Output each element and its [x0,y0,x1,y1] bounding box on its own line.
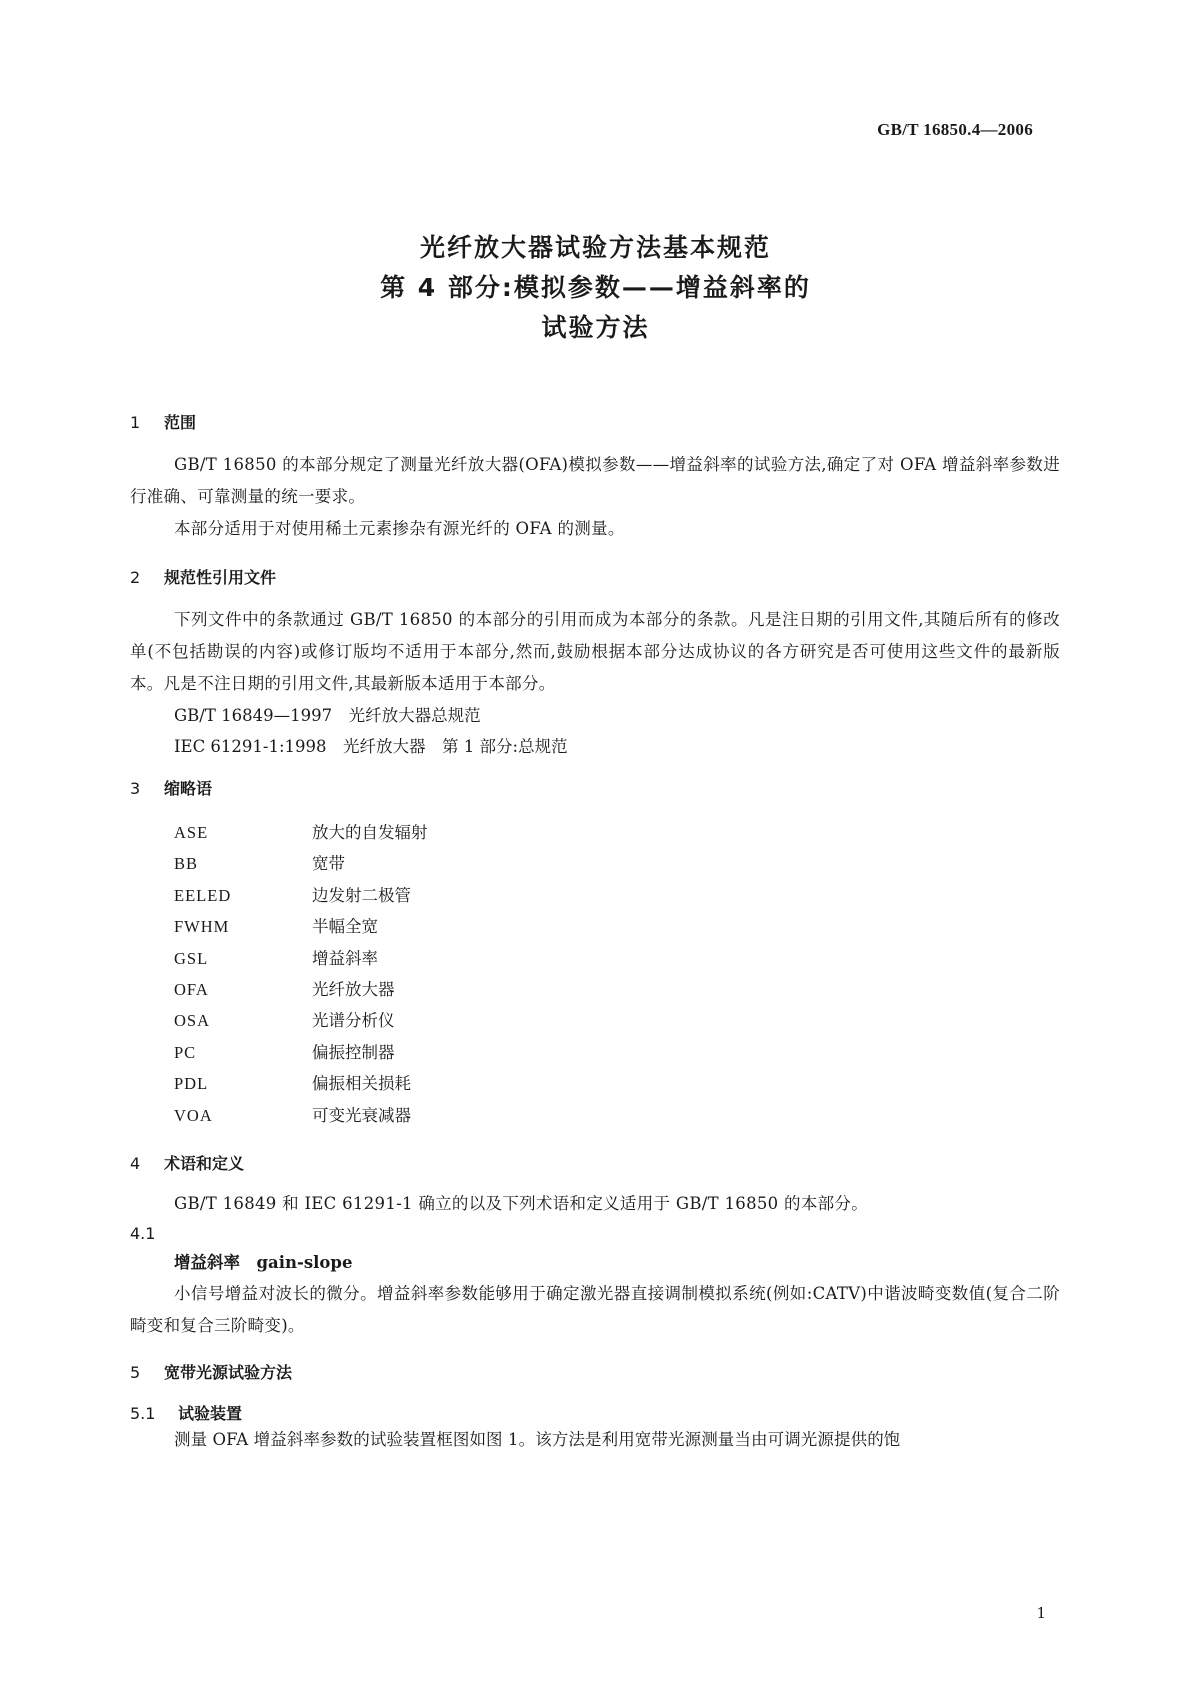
abbreviation: PDL [174,1074,209,1094]
section-4-heading [130,1151,1060,1174]
abbreviation: PC [174,1042,197,1062]
abbreviation-meaning: 放大的自发辐射 [312,823,428,842]
abbreviation-meaning: 宽带 [312,854,345,874]
section-2-heading [130,565,1060,588]
section-2-paragraph: 下列文件中的条款通过 GB/T 16850 的本部分的引用而成为本部分的条款。凡是注日期的引用文件,其随后所有的修改单(不包括勘误的内容)或修订版均不适用于本部分,然而,鼓励根据本部分达成协议的各方研究是否可使用这些文件的最新版本。凡是不注日期的引用文件,其最新版本适用于本部分。 [130,610,1060,693]
abbreviation-row [174,817,428,848]
section-number: 2 [130,568,141,587]
subsection-4-1-number: 4.1 [130,1224,156,1244]
abbreviation-meaning: 光谱分析仪 [312,1011,395,1031]
abbreviation-row [174,943,428,974]
document-body [130,410,1060,1456]
abbreviation: GSL [174,948,209,968]
section-number: 4 [130,1154,141,1174]
section-5-heading [130,1360,1060,1383]
subsection-5-1-heading [130,1401,1060,1424]
abbreviation-meaning: 增益斜率 [312,948,378,968]
title-line-3: 试验方法 [541,313,650,342]
section-title: 规范性引用文件 [164,568,277,587]
section-4-paragraph: GB/T 16849 和 IEC 61291-1 确立的以及下列术语和定义适用于 GB/T 16850 的本部分。 [174,1194,869,1214]
abbreviation-meaning: 半幅全宽 [312,917,378,937]
abbreviation-meaning: 偏振控制器 [312,1042,395,1062]
section-3-heading [130,776,1060,799]
abbreviation-meaning: 边发射二极管 [312,885,411,905]
title-line-2: 第 4 部分:模拟参数——增益斜率的 [380,273,811,302]
abbreviation: EELED [174,885,232,905]
abbreviation: FWHM [174,917,230,937]
standard-number: GB/T 16850.4—2006 [877,120,1033,139]
abbreviation: ASE [174,823,209,842]
reference-item: IEC 61291-1:1998 光纤放大器 第 1 部分:总规范 [174,737,568,756]
section-1-paragraph-2: 本部分适用于对使用稀土元素掺杂有源光纤的 OFA 的测量。 [174,519,625,538]
section-title: 缩略语 [164,779,213,798]
section-1-paragraph-1: GB/T 16850 的本部分规定了测量光纤放大器(OFA)模拟参数——增益斜率的试验方法,确定了对 OFA 增益斜率参数进行准确、可靠测量的统一要求。 [130,455,1060,506]
subsection-number: 5.1 [130,1404,156,1424]
abbreviation: OFA [174,980,209,1000]
section-5-1-paragraph: 测量 OFA 增益斜率参数的试验装置框图如图 1。该方法是利用宽带光源测量当由可调光源提供的饱 [174,1430,901,1450]
term-heading: 增益斜率 gain-slope [174,1253,353,1273]
abbreviation-row [174,974,428,1005]
abbreviation-row [174,880,428,911]
abbreviation-row [174,1100,428,1131]
abbreviation-row [174,911,428,942]
section-title: 术语和定义 [164,1154,245,1174]
subsection-title: 试验装置 [178,1404,243,1424]
abbreviation-row [174,1068,428,1099]
reference-item: GB/T 16849—1997 光纤放大器总规范 [174,706,481,725]
abbreviation: OSA [174,1011,211,1031]
abbreviation-meaning: 可变光衰减器 [312,1105,411,1125]
section-number: 3 [130,779,141,798]
abbreviation: VOA [174,1105,213,1125]
section-title: 宽带光源试验方法 [164,1363,293,1383]
section-number: 5 [130,1363,141,1383]
abbreviation-meaning: 光纤放大器 [312,980,395,1000]
abbreviation-row [174,1037,428,1068]
section-1-heading [130,410,1060,433]
section-number: 1 [130,413,141,432]
abbreviation-row [174,1005,428,1036]
abbreviation-table [174,817,428,1131]
abbreviation-meaning: 偏振相关损耗 [312,1074,411,1094]
abbreviation: BB [174,854,199,874]
term-definition: 小信号增益对波长的微分。增益斜率参数能够用于确定激光器直接调制模拟系统(例如:CATV)中谐波畸变数值(复合二阶畸变和复合三阶畸变)。 [130,1284,1060,1336]
abbreviation-row [174,848,428,879]
title-line-1: 光纤放大器试验方法基本规范 [419,233,771,262]
section-title: 范围 [164,413,197,432]
document-title [0,228,1191,348]
page-number: 1 [1036,1604,1046,1622]
